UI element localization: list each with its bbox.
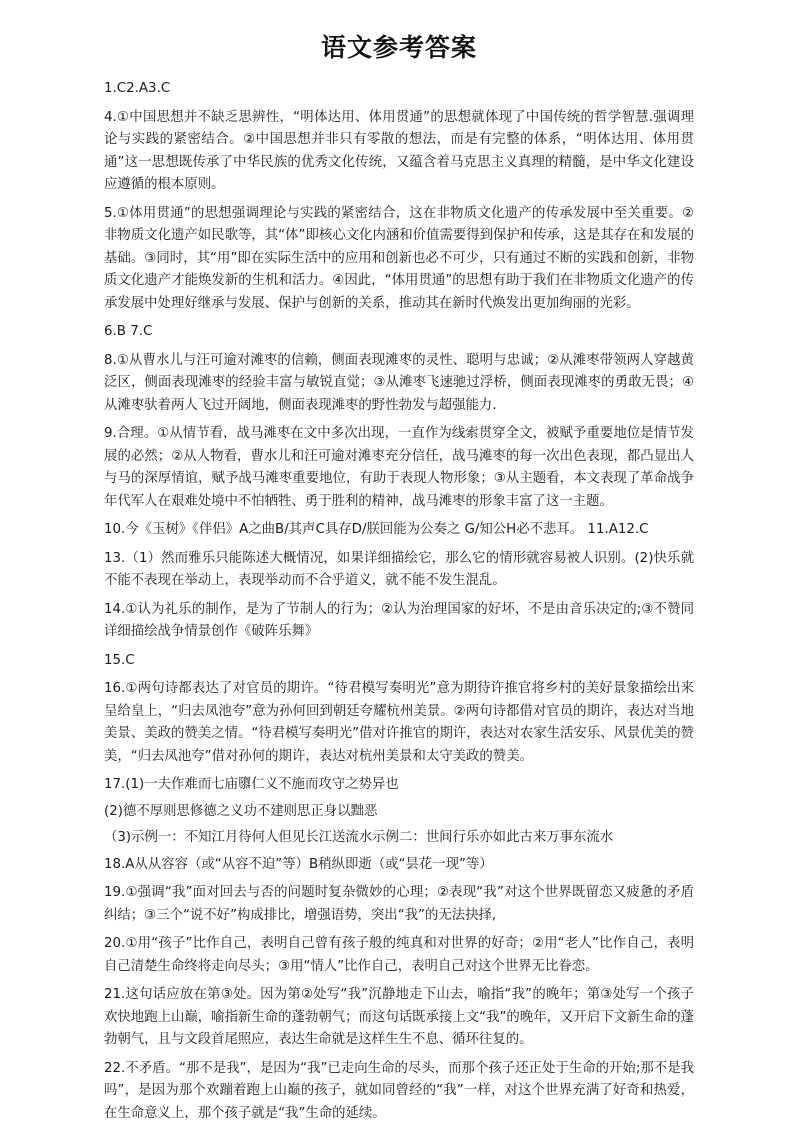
page-title: 语文参考答案	[104, 28, 694, 64]
answer-item-17-1: 17.(1)一夫作难而七庙隳仁义不施而攻守之势异也	[104, 774, 694, 797]
answer-item-6-7: 6.B 7.C	[104, 321, 694, 344]
answer-item-9: 9.合理。①从情节看，战马滩枣在文中多次出现，一直作为线索贯穿全文，被赋予重要地位是情节发展的必然；②从人物看，曹水儿和汪可逾对滩枣充分信任，战马滩枣的每一次出色表现，都凸显出人与马的深厚情谊，赋予战马滩枣重要地位，有助于表现人物形象；③从主题看，本文表现了革命战争年代军人在艰难处境中不怕牺牲、勇于胜利的精神，战马滩枣的形象丰富了这一主题。	[104, 423, 694, 513]
answer-item-22: 22.不矛盾。“那不是我”，是因为“我”已走向生命的尽头，而那个孩子还正处于生命的开始;那不是我吗”，是因为那个欢蹦着跑上山巅的孩子，就如同曾经的“我”一样，对这个世界充满了好奇和热爱，在生命意义上，那个孩子就是“我”生命的延续。	[104, 1058, 694, 1125]
answer-item-8: 8.①从曹水儿与汪可逾对滩枣的信赖，侧面表现滩枣的灵性、聪明与忠诚；②从滩枣带领两人穿越黄泛区，侧面表现滩枣的经验丰富与敏锐直觉；③从滩枣飞速驰过浮桥，侧面表现滩枣的勇敢无畏；④从滩枣驮着两人飞过开阔地，侧面表现滩枣的野性勃发与超强能力.	[104, 350, 694, 418]
answer-item-17-2: (2)德不厚则思修德之义功不建则思正身以黜恶	[104, 801, 694, 824]
answer-list	[104, 78, 694, 1125]
answer-item-16: 16.①两句诗都表达了对官员的期许。“待君模写奏明光”意为期待许推官将乡村的美好景象描绘出来呈给皇上，“归去凤池夸”意为孙何回到朝廷夸耀杭州美景。②两句诗都借对官员的期许，表达对当地美景、美政的赞美之情。“待君模写奏明光”借对许推官的期许，表达对农家生活安乐、风景优美的赞美，“归去凤池夸”借对孙何的期许，表达对杭州美景和太守美政的赞美。	[104, 678, 694, 768]
answer-item-1-3: 1.C2.A3.C	[104, 78, 694, 101]
answer-item-19: 19.①强调“我”面对回去与否的问题时复杂微妙的心理；②表现“我”对这个世界既留恋又疲惫的矛盾纠结；③三个“说不好”构成排比，增强语势，突出“我”的无法抉择,	[104, 882, 694, 927]
answer-item-5: 5.①体用贯通”的思想强调理论与实践的紧密结合，这在非物质文化遗产的传承发展中至关重要。②非物质文化遗产如民歌等，其“体”即核心文化内涵和价值需要得到保护和传承，这是其存在和发展的基础。③同时，其“用”即在实际生活中的应用和创新也必不可少，只有通过不断的实践和创新，非物质文化遗产才能焕发新的生机和活力。④因此，“体用贯通”的思想有助于我们在非物质文化遗产的传承发展中处理好继承与发展、保护与创新的关系，推动其在新时代焕发出更加绚丽的光彩。	[104, 203, 694, 316]
answer-item-15: 15.C	[104, 650, 694, 673]
answer-item-21: 21.这句话应放在第③处。因为第②处写“我”沉静地走下山去，喻指“我”的晚年；第③处写一个孩子欢快地跑上山巅，喻指新生命的蓬勃朝气；而这句话既承接上文“我”的晚年，又开启下文新生命的蓬勃朝气，且与文段首尾照应，表达生命就是这样生生不息、循环往复的。	[104, 984, 694, 1052]
answer-item-14: 14.①认为礼乐的制作，是为了节制人的行为；②认为治理国家的好坏，不是由音乐决定的;③不赞同详细描绘战争情景创作《破阵乐舞》	[104, 599, 694, 644]
answer-item-10-12: 10.今《玉树》《伴侣》A之曲B/其声C具存D/朕回能为公奏之 G/知公H必不悲耳。 11.A12.C	[104, 519, 694, 542]
answer-item-4: 4.①中国思想并不缺乏思辨性，“明体达用、体用贯通”的思想就体现了中国传统的哲学智慧.强调理论与实践的紧密结合。②中国思想并非只有零散的想法，而是有完整的体系，“明体达用、体用贯通”这一思想既传承了中华民族的优秀文化传统，又蕴含着马克思主义真理的精髓，是中华文化建设应遵循的根本原则。	[104, 107, 694, 197]
answer-item-20: 20.①用“孩子”比作自己，表明自己曾有孩子般的纯真和对世界的好奇；②用“老人”比作自己，表明自己清楚生命终将走向尽头；③用“情人”比作自己，表明自己对这个世界无比眷恋。	[104, 933, 694, 978]
answer-item-17-3: （3)示例一：不知江月待何人但见长江送流水示例二：世间行乐亦如此古来万事东流水	[104, 827, 694, 850]
answer-item-18: 18.A从从容容（或“从容不迫”等）B稍纵即逝（或“昙花一现”等）	[104, 854, 694, 877]
answer-item-13: 13.（1）然而雅乐只能陈述大概情况，如果详细描绘它，那么它的情形就容易被人识别。(2)快乐就不能不表现在举动上，表现举动而不合乎道义，就不能不发生混乱。	[104, 548, 694, 593]
